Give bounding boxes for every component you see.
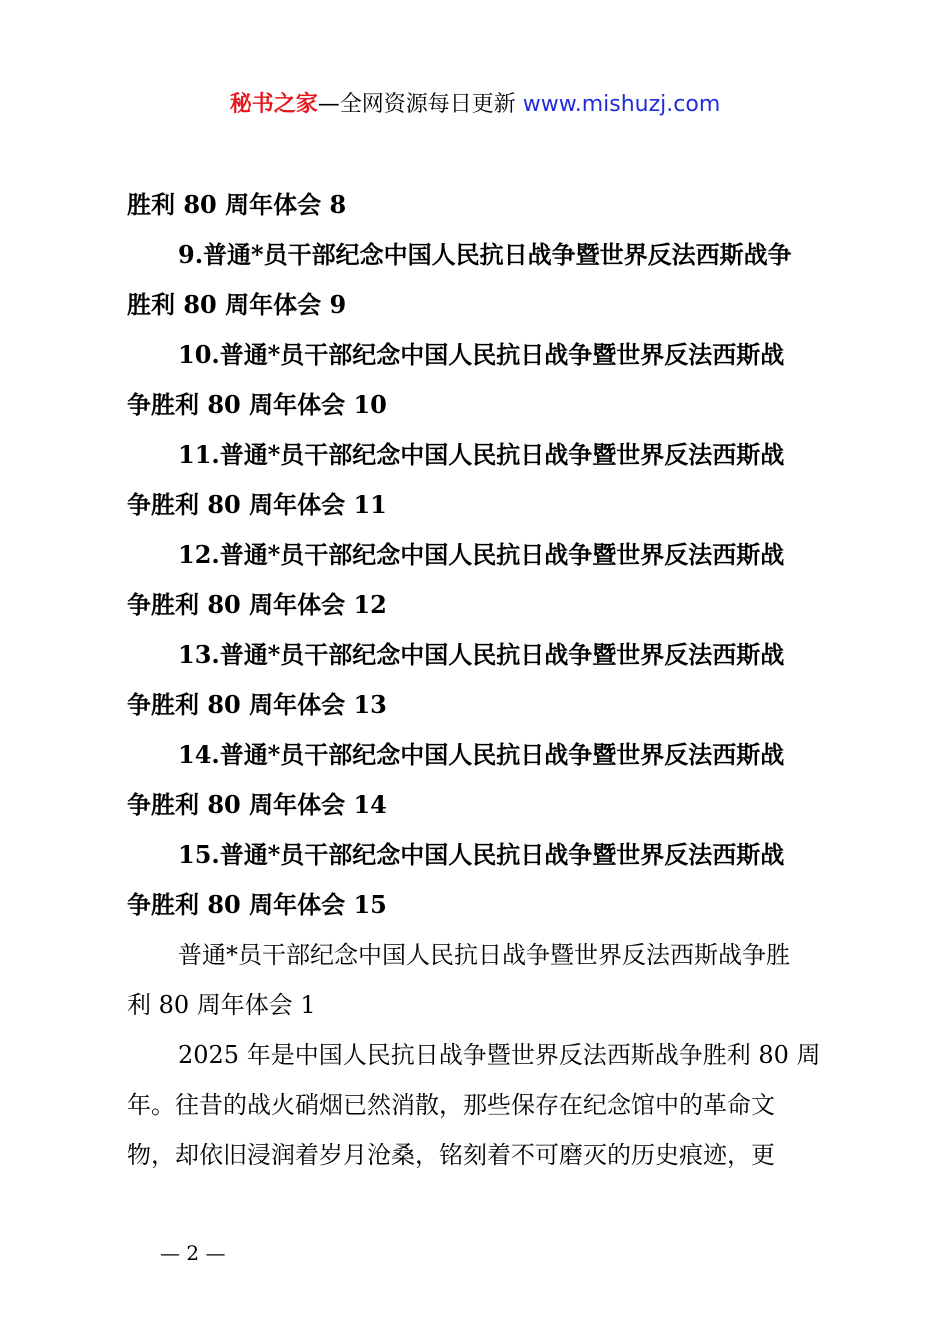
- toc-line: 13.普通*员干部纪念中国人民抗日战争暨世界反法西斯战: [178, 640, 785, 669]
- paragraph-line: 年。往昔的战火硝烟已然消散，那些保存在纪念馆中的革命文: [127, 1091, 775, 1119]
- toc-line: 胜利 80 周年体会 8: [127, 190, 347, 219]
- toc-line: 12.普通*员干部纪念中国人民抗日战争暨世界反法西斯战: [178, 540, 785, 569]
- site-url-link[interactable]: www.mishuzj.com: [522, 92, 721, 117]
- article-title-line: 利 80 周年体会 1: [127, 991, 316, 1019]
- toc-line: 争胜利 80 周年体会 12: [127, 590, 387, 619]
- toc-line: 争胜利 80 周年体会 15: [127, 890, 387, 919]
- header-slogan: —全网资源每日更新: [317, 92, 523, 117]
- toc-line: 15.普通*员干部纪念中国人民抗日战争暨世界反法西斯战: [178, 840, 785, 869]
- toc-line: 争胜利 80 周年体会 14: [127, 790, 387, 819]
- toc-line: 11.普通*员干部纪念中国人民抗日战争暨世界反法西斯战: [178, 440, 785, 469]
- brand-name: 秘书之家: [229, 92, 318, 117]
- toc-line: 争胜利 80 周年体会 13: [127, 690, 387, 719]
- page-number: — 2 —: [160, 1241, 226, 1265]
- paragraph-line: 物，却依旧浸润着岁月沧桑，铭刻着不可磨灭的历史痕迹，更: [127, 1141, 775, 1169]
- paragraph-line: 2025 年是中国人民抗日战争暨世界反法西斯战争胜利 80 周: [178, 1041, 821, 1069]
- toc-line: 14.普通*员干部纪念中国人民抗日战争暨世界反法西斯战: [178, 740, 785, 769]
- toc-line: 9.普通*员干部纪念中国人民抗日战争暨世界反法西斯战争: [178, 240, 792, 269]
- article-title-line: 普通*员干部纪念中国人民抗日战争暨世界反法西斯战争胜: [178, 941, 790, 969]
- toc-line: 争胜利 80 周年体会 10: [127, 390, 387, 419]
- toc-line: 胜利 80 周年体会 9: [127, 290, 347, 319]
- document-body: [127, 180, 831, 1180]
- toc-line: 10.普通*员干部纪念中国人民抗日战争暨世界反法西斯战: [178, 340, 785, 369]
- toc-line: 争胜利 80 周年体会 11: [127, 490, 387, 519]
- site-header: [0, 88, 950, 122]
